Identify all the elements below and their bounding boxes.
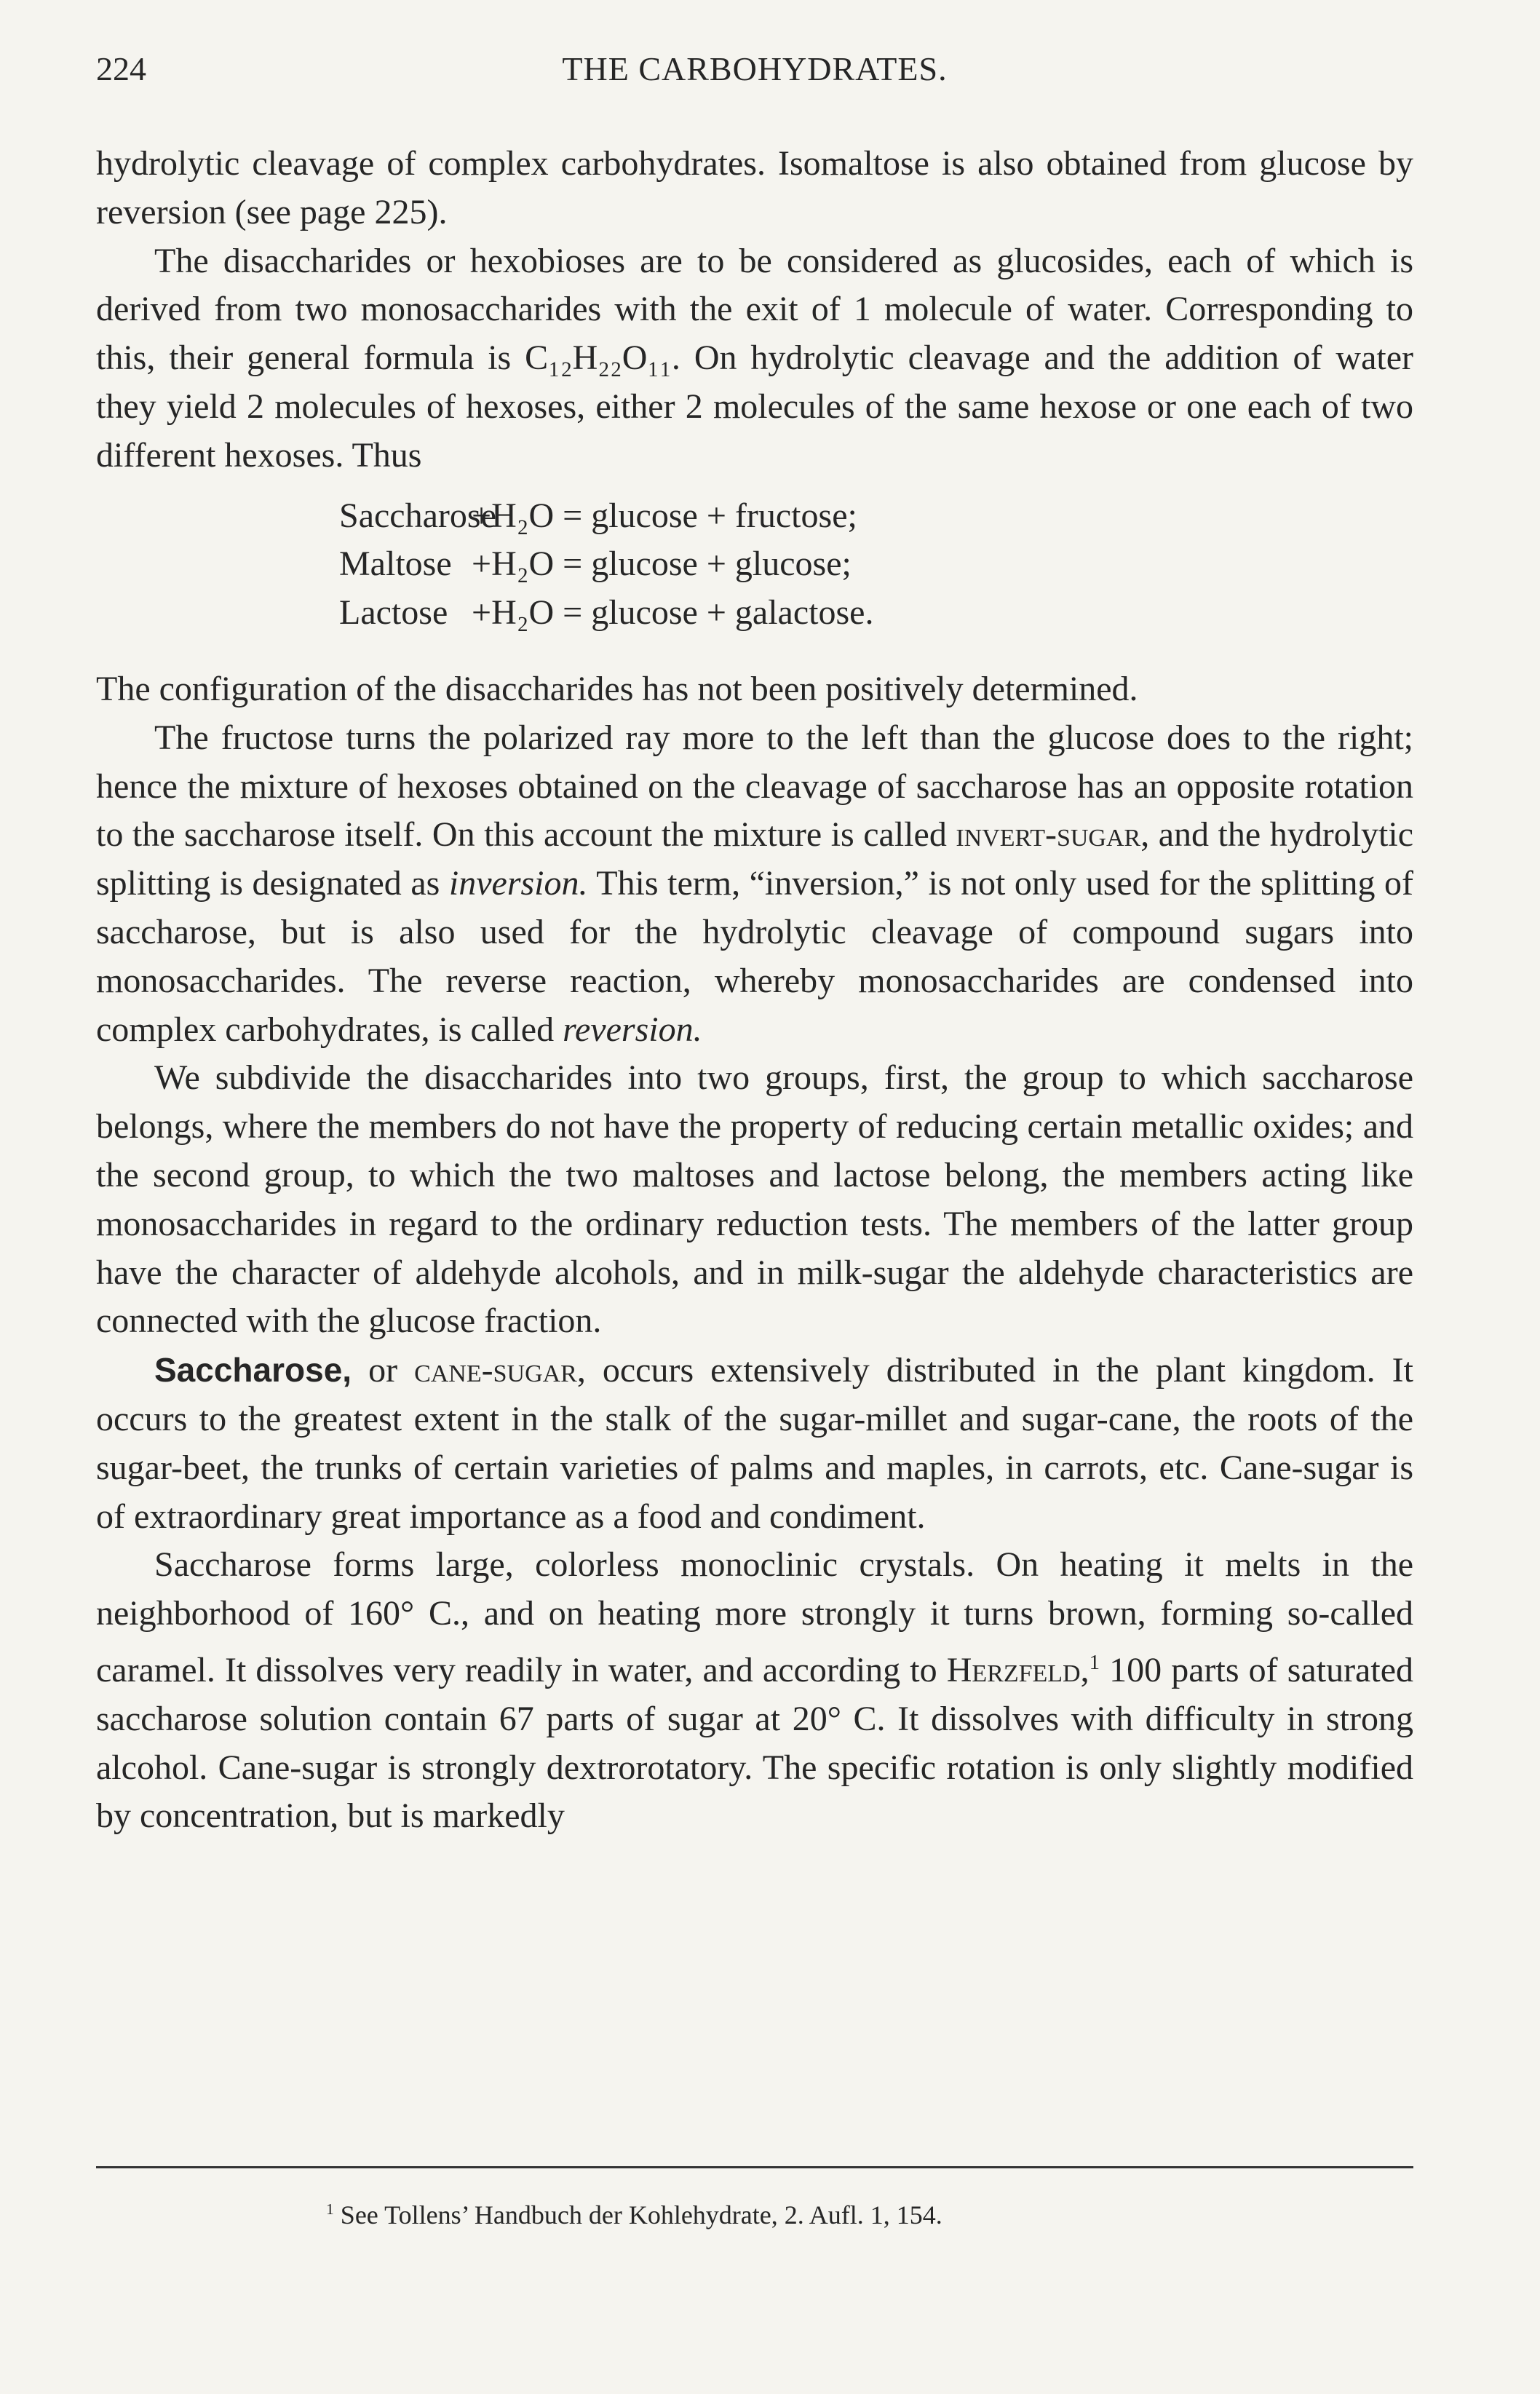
- footnote-reference: 1: [1089, 1650, 1100, 1674]
- cane-sugar-term: cane-sugar: [414, 1351, 577, 1390]
- page-header: [96, 49, 1413, 100]
- footnote-text: See Tollens’ Handbuch der Kohlehydrate, 2. Aufl. 1, 154.: [333, 2200, 942, 2229]
- paragraph-7: [96, 1541, 1413, 1841]
- p7-text-b: 100 parts of saturated saccharose solution contain 67 parts of sugar at 20° C. It dissolves with difficulty in strong alcohol. Cane-sugar is strongly dextrorotatory. The specific rotation is only slightly modified by concentration, but is markedly: [96, 1650, 1413, 1836]
- p6-text: , occurs extensively distributed in the plant kingdom. It occurs to the greatest extent in the stalk of the sugar-millet and sugar-cane, the roots of the sugar-beet, the trunks of certain varieties of palms and maples, in carrots, etc. Cane-sugar is of extraordinary great importance as a food and condiment.: [96, 1351, 1414, 1536]
- paragraph-2: The disaccharides or hexobioses are to be considered as glucosides, each of which is derived from two monosaccharides with the exit of 1 molecule of water. Corresponding to this, their general formula is C₁₂H₂₂O₁₁. On hydrolytic cleavage and the addition of water they yield 2 molecules of hexoses, either 2 molecules of the same hexose or one each of two different hexoses. Thus: [96, 241, 1413, 475]
- p7-text-a: Saccharose forms large, colorless monoclinic crystals. On heating it melts in the neighborhood of 160° C., and on heating more strongly it turns brown, forming so-called caramel. It dissolves very readily in water, and according to: [96, 1545, 1413, 1689]
- running-title: THE CARBOHYDRATES.: [562, 50, 948, 87]
- author-herzfeld: Herzfeld,: [946, 1650, 1089, 1689]
- equation-rhs: +H₂O = glucose + fructose;: [472, 496, 857, 535]
- paragraph-1: hydrolytic cleavage of complex carbohydrates. Isomaltose is also obtained from glucose by reversion (see page 225).: [96, 144, 1413, 231]
- equation-lactose: [339, 589, 1413, 638]
- equation-lhs: Lactose: [339, 593, 448, 633]
- footnote-divider: [96, 2166, 1413, 2168]
- equation-saccharose: [339, 492, 1413, 541]
- footnote: [326, 2200, 942, 2230]
- saccharose-heading: Saccharose,: [154, 1351, 352, 1390]
- invert-sugar-term: invert-sugar: [956, 815, 1141, 855]
- p6-or: or: [352, 1351, 415, 1390]
- page-body: [96, 140, 1413, 1841]
- reversion-term: reversion.: [563, 1010, 702, 1049]
- paragraph-4: [96, 714, 1413, 1055]
- equation-block: [339, 492, 1413, 638]
- equation-lhs: Saccharose: [339, 496, 496, 535]
- inversion-term: inversion.: [448, 864, 588, 903]
- paragraph-6: [96, 1346, 1413, 1541]
- p4-text-a: The fructose turns the polarized ray more to the left than the glucose does to the right; hence the mixture of hexoses obtained on the cleavage of saccharose has an opposite rotation to the saccharose itself. On this account the mixture is called: [96, 718, 1413, 855]
- equation-lhs: Maltose: [339, 544, 452, 584]
- p4-text-c: This term, “inversion,” is not only used for the splitting of saccharose, but is also used for the hydrolytic cleavage of compound sugars into monosaccharides. The reverse reaction, whereby monosaccharides are condensed into complex carbohydrates, is called: [96, 864, 1413, 1049]
- equation-rhs: +H₂O = glucose + glucose;: [472, 544, 852, 584]
- equation-rhs: +H₂O = glucose + galactose.: [472, 593, 874, 633]
- page-number: 224: [96, 50, 146, 87]
- equation-maltose: [339, 540, 1413, 589]
- p4-text-b: , and the hydrolytic splitting is designated as: [96, 815, 1414, 903]
- footnote-marker: 1: [326, 2200, 334, 2218]
- paragraph-5: We subdivide the disaccharides into two groups, first, the group to which saccharose belongs, where the members do not have the property of reducing certain metallic oxides; and the second group, to which the two maltoses and lactose belong, the members acting like monosaccharides in regard to the ordinary reduction tests. The members of the latter group have the character of aldehyde alcohols, and in milk-sugar the aldehyde characteristics are connected with the glucose fraction.: [96, 1058, 1413, 1341]
- paragraph-3: The configuration of the disaccharides has not been positively determined.: [96, 669, 1138, 708]
